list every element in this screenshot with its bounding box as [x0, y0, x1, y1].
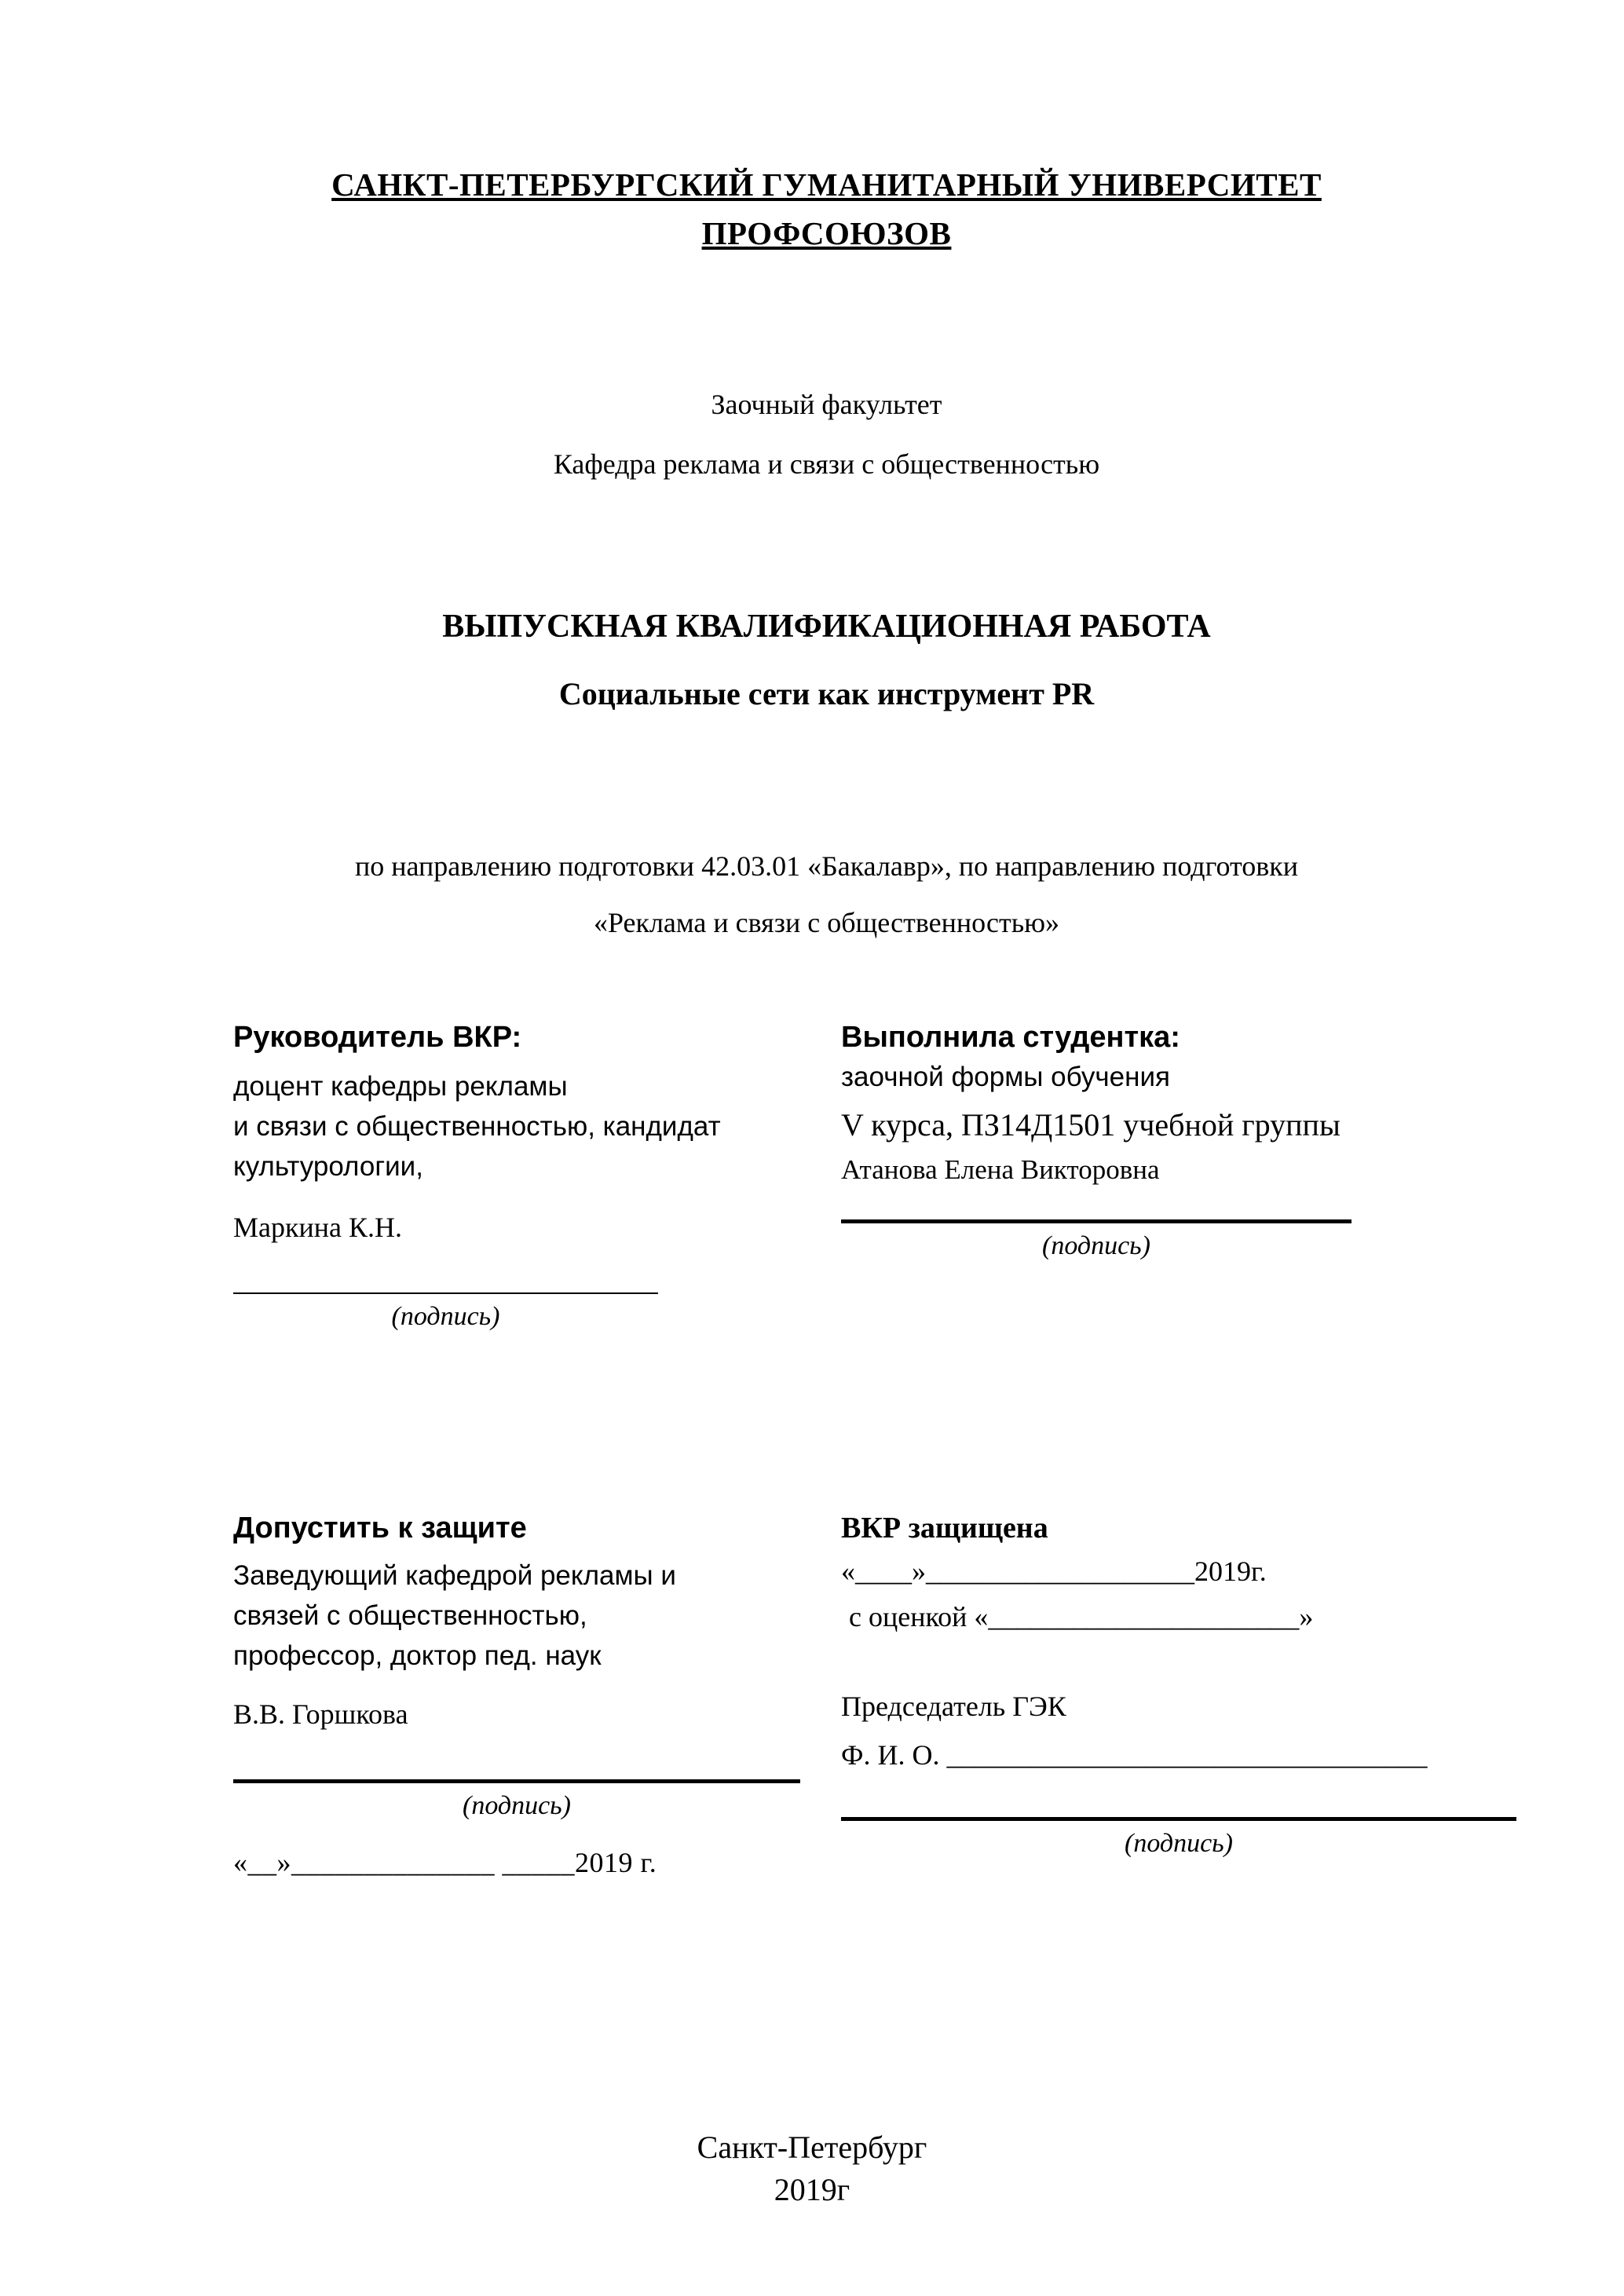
signatures-section-bottom: [233, 1508, 1428, 1880]
gek-chairman-label: Председатель ГЭК: [841, 1691, 1066, 1723]
student-name: Атанова Елена Викторовна: [841, 1154, 1160, 1186]
department-name: Кафедра реклама и связи с общественностью: [553, 448, 1100, 480]
faculty-name: Заочный факультет: [711, 389, 942, 420]
footer-year: 2019г: [774, 2172, 850, 2207]
supervisor-position-line1: доцент кафедры рекламы: [233, 1071, 568, 1102]
student-signature-block: [841, 1219, 1352, 1261]
admission-signature-label: (подпись): [463, 1791, 571, 1821]
supervisor-signature-label: (подпись): [391, 1301, 500, 1331]
university-name: САНКТ-ПЕТЕРБУРГСКИЙ ГУМАНИТАРНЫЙ УНИВЕРСИТЕТ ПРОФСОЮЗОВ: [331, 166, 1322, 251]
supervisor-signature-block: [233, 1292, 658, 1332]
faculty-block: [233, 375, 1420, 494]
gek-fio-line: Ф. И. О. __________________________________: [841, 1739, 1428, 1771]
program-line-1: по направлению подготовки 42.03.01 «Бакалавр», по направлению подготовки: [354, 850, 1299, 883]
signatures-section-top: [233, 1018, 1420, 1332]
page-content: [233, 161, 1428, 1879]
admission-position: Заведующий кафедрой рекламы и связей с общественностью, профессор, доктор пед. наук: [233, 1560, 676, 1671]
supervisor-heading: Руководитель ВКР:: [233, 1021, 522, 1055]
supervisor-position-line2: и связи с общественностью, кандидат культурологии,: [233, 1111, 721, 1182]
defense-section: [841, 1508, 1516, 1880]
work-type: ВЫПУСКНАЯ КВАЛИФИКАЦИОННАЯ РАБОТА: [442, 609, 1211, 645]
work-title: Социальные сети как инструмент PR: [558, 676, 1095, 712]
defense-grade-line: с оценкой «______________________»: [849, 1601, 1314, 1633]
student-study-form: заочной формы обучения: [841, 1062, 1170, 1093]
admission-signature-block: [233, 1779, 800, 1821]
student-course-group: V курса, ПЗ14Д1501 учебной группы: [841, 1107, 1341, 1143]
admission-heading: Допустить к защите: [233, 1511, 527, 1545]
student-signature-label: (подпись): [1042, 1230, 1150, 1260]
defense-heading: ВКР защищена: [841, 1511, 1048, 1545]
student-section: [841, 1018, 1420, 1332]
program-block: [233, 838, 1420, 951]
supervisor-section: [233, 1018, 841, 1332]
defense-signature-block: [841, 1817, 1516, 1859]
work-heading-block: [233, 608, 1420, 712]
admission-section: [233, 1508, 841, 1880]
supervisor-name: Маркина К.Н.: [233, 1211, 402, 1243]
admission-date-line: «__»______________ _____2019 г.: [233, 1847, 657, 1879]
defense-signature-label: (подпись): [1125, 1829, 1233, 1859]
footer-block: [0, 2126, 1624, 2211]
footer-city: Санкт-Петербург: [697, 2130, 927, 2165]
defense-date-line: «____»___________________2019г.: [841, 1556, 1267, 1588]
program-line-2: «Реклама и связи с общественностью»: [593, 907, 1060, 939]
student-heading: Выполнила студентка:: [841, 1021, 1180, 1055]
admission-name: В.В. Горшкова: [233, 1698, 408, 1731]
